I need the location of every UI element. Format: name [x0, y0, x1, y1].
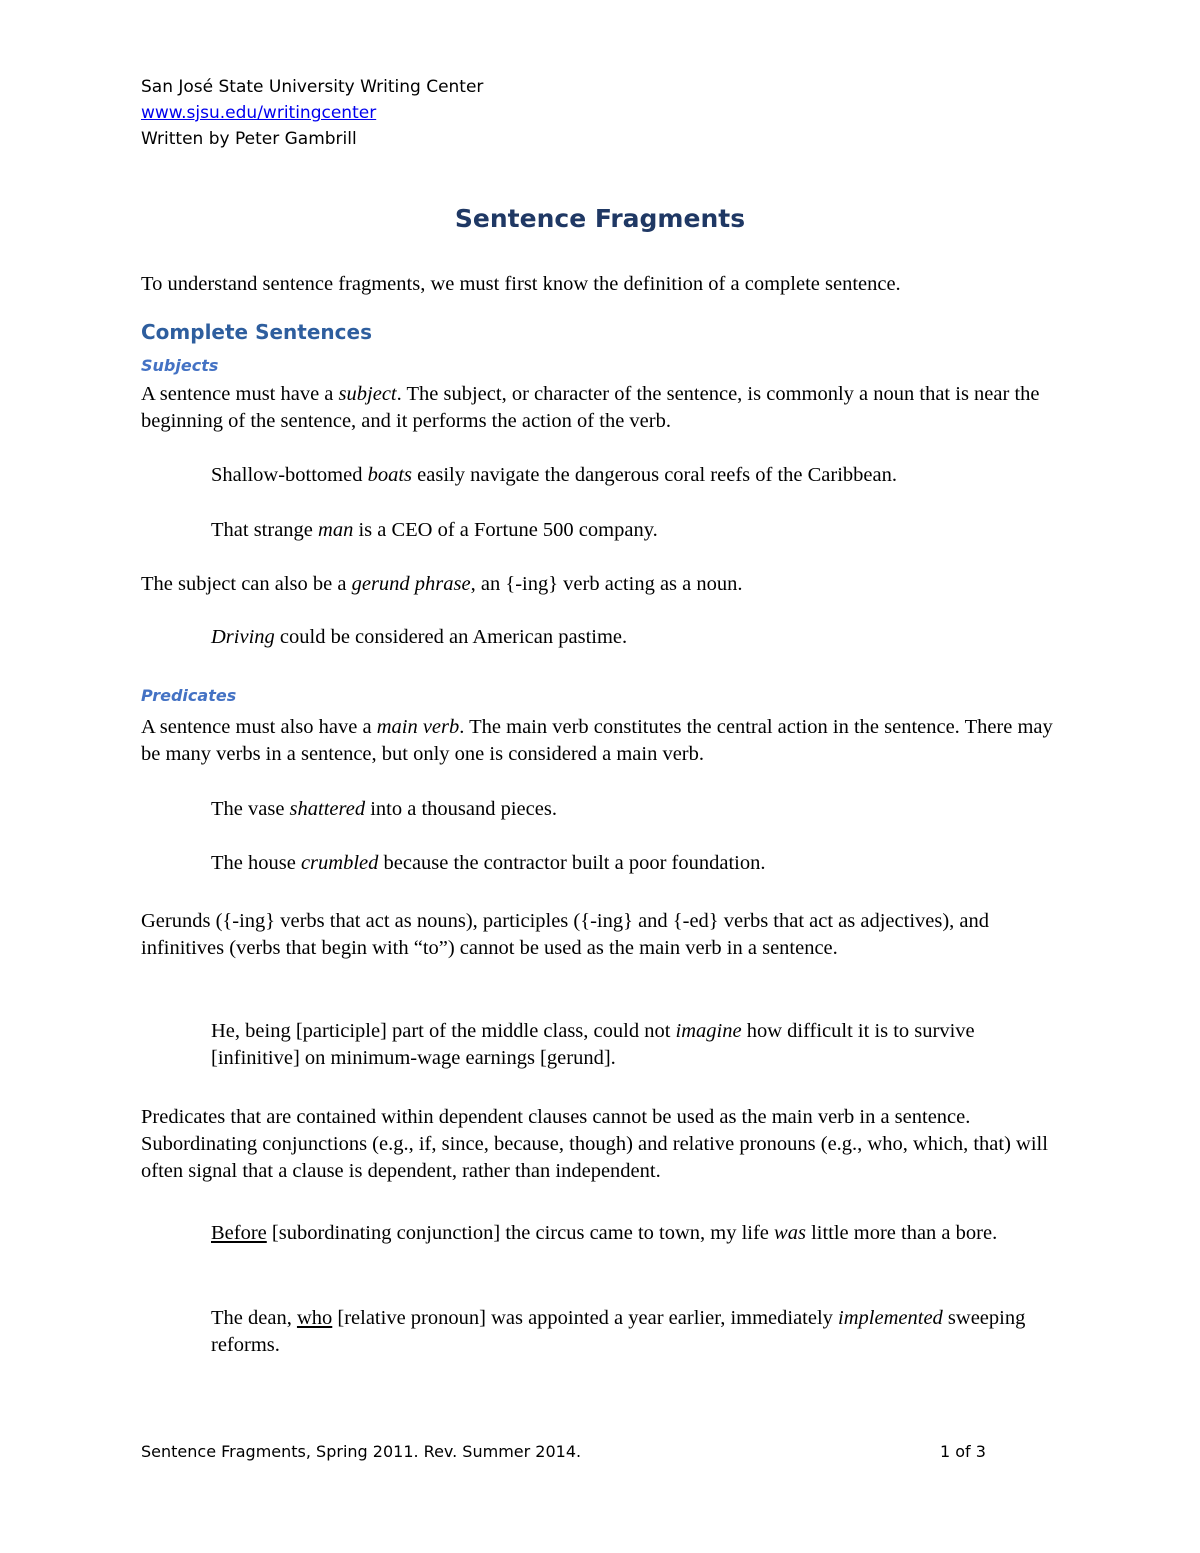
subheading-subjects: Subjects — [141, 356, 219, 375]
subheading-predicates: Predicates — [141, 686, 237, 705]
predicate-example-4: Before [subordinating conjunction] the circus came to town, my life was little more than a bore. — [211, 1222, 998, 1244]
term-main-verb: main verb — [376, 716, 460, 738]
writing-center-link[interactable]: www.sjsu.edu/writingcenter — [141, 103, 377, 123]
gerunds-paragraph: Gerunds ({-ing} verbs that act as nouns), participles ({-ing} and {-ed} verbs that act as adjectives), and infinitives (verbs that begin with “to”) cannot be used as the main verb in a sentence. — [141, 910, 990, 959]
footer-title: Sentence Fragments, Spring 2011. Rev. Summer 2014. — [141, 1442, 582, 1461]
header-org: San José State University Writing Center — [141, 77, 484, 97]
predicate-example-5: The dean, who [relative pronoun] was appointed a year earlier, immediately implemented sweeping reforms. — [211, 1307, 1026, 1356]
subject-example-1: Shallow-bottomed boats easily navigate the dangerous coral reefs of the Caribbean. — [211, 464, 897, 486]
predicate-example-1: The vase shattered into a thousand pieces. — [211, 798, 557, 820]
header-link-line — [141, 102, 376, 124]
dependent-clauses-paragraph: Predicates that are contained within dependent clauses cannot be used as the main verb in a sentence. Subordinating conjunctions (e.g., if, since, because, though) and relative pronouns (e.g., who, which, that) will often signal that a clause is dependent, rather than independent. — [141, 1106, 1048, 1182]
predicates-paragraph: A sentence must also have a main verb. The main verb constitutes the central action in the sentence. There may be many verbs in a sentence, but only one is considered a main verb. — [141, 716, 1053, 765]
predicate-example-2: The house crumbled because the contractor built a poor foundation. — [211, 852, 766, 874]
header-author: Written by Peter Gambrill — [141, 129, 357, 149]
intro-paragraph: To understand sentence fragments, we must first know the definition of a complete sentence. — [141, 273, 901, 295]
footer-page-number: 1 of 3 — [940, 1442, 986, 1461]
term-subject: subject — [338, 383, 397, 405]
subject-example-2: That strange man is a CEO of a Fortune 500 company. — [211, 519, 658, 541]
section-heading-complete-sentences: Complete Sentences — [141, 320, 372, 344]
gerund-subject-paragraph: The subject can also be a gerund phrase, an {-ing} verb acting as a noun. — [141, 573, 743, 595]
page-title: Sentence Fragments — [454, 204, 746, 233]
subjects-paragraph: A sentence must have a subject. The subject, or character of the sentence, is commonly a noun that is near the beginning of the sentence, and it performs the action of the verb. — [141, 383, 1040, 432]
subject-example-3: Driving could be considered an American pastime. — [211, 626, 628, 648]
predicate-example-3: He, being [participle] part of the middle class, could not imagine how difficult it is to survive [infinitive] on minimum-wage earnings [gerund]. — [211, 1020, 975, 1069]
